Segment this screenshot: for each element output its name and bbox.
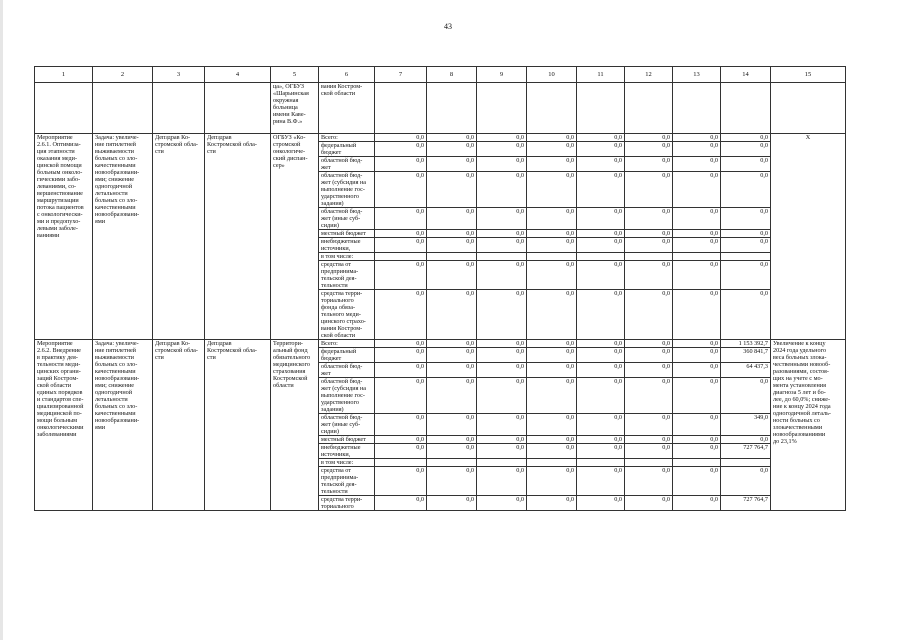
funding-value: 0,0 xyxy=(477,230,527,238)
cell-empty xyxy=(375,83,427,134)
funding-value: 0,0 xyxy=(477,238,527,253)
funding-value: 0,0 xyxy=(375,467,427,496)
funding-value: 0,0 xyxy=(527,467,577,496)
column-header: 11 xyxy=(577,67,625,83)
column-header: 4 xyxy=(205,67,271,83)
funding-source: внебюджетные источники, xyxy=(319,238,375,253)
funding-value: 0,0 xyxy=(673,208,721,230)
funding-value: 0,0 xyxy=(625,340,673,348)
funding-value: 0,0 xyxy=(375,496,427,511)
funding-value: 0,0 xyxy=(721,142,771,157)
funding-value: 0,0 xyxy=(577,142,625,157)
funding-value: 0,0 xyxy=(577,261,625,290)
funding-value: 0,0 xyxy=(477,496,527,511)
funding-value: 0,0 xyxy=(477,208,527,230)
funding-value: 0,0 xyxy=(673,230,721,238)
funding-value: 0,0 xyxy=(625,436,673,444)
funding-value: 0,0 xyxy=(375,172,427,208)
funding-value xyxy=(527,459,577,467)
funding-value: 0,0 xyxy=(673,157,721,172)
funding-value xyxy=(577,253,625,261)
funding-source: областной бюд- жет (субсидия на выполнение гос- ударственного задания) xyxy=(319,378,375,414)
funding-value: 0,0 xyxy=(527,208,577,230)
responsible-executor: Депздрав Ко- стромской обла- сти xyxy=(153,340,205,511)
funding-value: 0,0 xyxy=(625,496,673,511)
funding-value: 0,0 xyxy=(673,134,721,142)
cell-empty xyxy=(205,83,271,134)
cell-empty xyxy=(35,83,93,134)
funding-value xyxy=(625,253,673,261)
funding-value: 0,0 xyxy=(427,340,477,348)
funding-source: областной бюд- жет (субсидия на выполнение гос- ударственного задания) xyxy=(319,172,375,208)
cell-empty xyxy=(771,83,846,134)
funding-value: 0,0 xyxy=(427,238,477,253)
funding-value xyxy=(375,459,427,467)
funding-value: 0,0 xyxy=(527,348,577,363)
funding-value: 0,0 xyxy=(477,157,527,172)
measure-executor: Территори- альный фонд обязательного медицинского страхования Костромской области xyxy=(271,340,319,511)
funding-source: средства от предпринима- тельской дея- тельности xyxy=(319,467,375,496)
funding-value: 0,0 xyxy=(721,467,771,496)
funding-value: 0,0 xyxy=(673,340,721,348)
funding-value: 0,0 xyxy=(625,208,673,230)
funding-value: 0,0 xyxy=(721,436,771,444)
funding-value: 0,0 xyxy=(577,444,625,459)
funding-value: 0,0 xyxy=(527,157,577,172)
funding-value: 0,0 xyxy=(577,157,625,172)
measure-name: Мероприятие 2.6.1. Оптимиза- ция этапности оказания меди- цинской помощи больным онколо- гическими забо- леваниями, со- вершенствование маршрутизации потока пациентов с онкологически- ми и предопухо- левыми заболе- ваниями xyxy=(35,134,93,340)
funding-value: 0,0 xyxy=(527,238,577,253)
funding-value: 0,0 xyxy=(577,414,625,436)
funding-value: 0,0 xyxy=(625,134,673,142)
funding-value: 64 437,3 xyxy=(721,363,771,378)
funding-value: 0,0 xyxy=(477,436,527,444)
funding-value: 0,0 xyxy=(625,467,673,496)
funding-value: 0,0 xyxy=(625,363,673,378)
funding-value: 0,0 xyxy=(527,378,577,414)
funding-value: 0,0 xyxy=(375,208,427,230)
funding-value: 0,0 xyxy=(577,348,625,363)
continuation-executor: ца», ОГБУЗ «Шарьинская окружная больница имени Каве- рина В.Ф.» xyxy=(271,83,319,134)
funding-value: 0,0 xyxy=(375,363,427,378)
funding-value: 0,0 xyxy=(625,414,673,436)
funding-value: 0,0 xyxy=(527,444,577,459)
funding-value: 0,0 xyxy=(673,496,721,511)
funding-value: 0,0 xyxy=(673,172,721,208)
column-header: 10 xyxy=(527,67,577,83)
funding-value xyxy=(527,253,577,261)
measure-executor: ОГБУЗ «Ко- стромской онкологиче- ский диспан- сер» xyxy=(271,134,319,340)
funding-value: 0,0 xyxy=(625,378,673,414)
funding-value: 0,0 xyxy=(527,172,577,208)
state-customer: Депздрав Костромской обла- сти xyxy=(205,134,271,340)
funding-value: 0,0 xyxy=(375,157,427,172)
funding-value: 0,0 xyxy=(477,467,527,496)
funding-value: 0,0 xyxy=(477,444,527,459)
funding-value xyxy=(427,459,477,467)
column-header: 13 xyxy=(673,67,721,83)
funding-value: 0,0 xyxy=(527,230,577,238)
column-header: 12 xyxy=(625,67,673,83)
expected-result: X xyxy=(771,134,846,340)
funding-value: 0,0 xyxy=(577,230,625,238)
funding-value: 0,0 xyxy=(721,172,771,208)
cell-empty xyxy=(93,83,153,134)
funding-value: 0,0 xyxy=(427,378,477,414)
funding-value: 0,0 xyxy=(527,496,577,511)
scan-edge xyxy=(0,0,3,640)
funding-value: 0,0 xyxy=(477,134,527,142)
funding-value: 0,0 xyxy=(577,467,625,496)
funding-source: в том числе: xyxy=(319,253,375,261)
funding-value: 0,0 xyxy=(577,496,625,511)
header-row xyxy=(35,67,846,83)
funding-value: 0,0 xyxy=(427,290,477,340)
funding-value: 0,0 xyxy=(577,238,625,253)
funding-value: 0,0 xyxy=(625,348,673,363)
funding-source: областной бюд- жет (иные суб- сидии) xyxy=(319,208,375,230)
funding-value: 0,0 xyxy=(577,208,625,230)
funding-value xyxy=(625,459,673,467)
funding-value: 0,0 xyxy=(527,134,577,142)
funding-value: 0,0 xyxy=(527,142,577,157)
funding-value: 0,0 xyxy=(673,238,721,253)
funding-value: 0,0 xyxy=(625,290,673,340)
funding-value xyxy=(673,253,721,261)
funding-value: 727 764,7 xyxy=(721,496,771,511)
funding-value: 0,0 xyxy=(375,444,427,459)
funding-value: 0,0 xyxy=(721,378,771,414)
funding-value: 0,0 xyxy=(721,157,771,172)
funding-value: 0,0 xyxy=(375,230,427,238)
funding-value: 0,0 xyxy=(477,290,527,340)
column-header: 9 xyxy=(477,67,527,83)
column-header: 5 xyxy=(271,67,319,83)
funding-value: 0,0 xyxy=(375,348,427,363)
funding-value: 727 764,7 xyxy=(721,444,771,459)
funding-value: 0,0 xyxy=(375,134,427,142)
funding-value: 0,0 xyxy=(427,172,477,208)
funding-source: областной бюд- жет xyxy=(319,363,375,378)
funding-value: 0,0 xyxy=(477,172,527,208)
funding-source: областной бюд- жет (иные суб- сидии) xyxy=(319,414,375,436)
funding-source: областной бюд- жет xyxy=(319,157,375,172)
funding-value: 0,0 xyxy=(577,134,625,142)
funding-value: 0,0 xyxy=(673,436,721,444)
funding-value: 0,0 xyxy=(673,444,721,459)
funding-value: 0,0 xyxy=(375,340,427,348)
funding-value: 0,0 xyxy=(375,436,427,444)
funding-value: 0,0 xyxy=(625,157,673,172)
funding-value: 0,0 xyxy=(477,261,527,290)
funding-value: 0,0 xyxy=(721,208,771,230)
funding-value: 0,0 xyxy=(477,142,527,157)
funding-source: федеральный бюджет xyxy=(319,142,375,157)
funding-value: 0,0 xyxy=(527,363,577,378)
funding-value: 0,0 xyxy=(527,414,577,436)
funding-source: средства терри- ториального фонда обяза- тельного меди- цинского страхо- вания Костром- ской области xyxy=(319,290,375,340)
funding-value xyxy=(427,253,477,261)
column-header: 8 xyxy=(427,67,477,83)
funding-value: 0,0 xyxy=(527,261,577,290)
funding-value: 0,0 xyxy=(477,378,527,414)
funding-value: 0,0 xyxy=(427,467,477,496)
funding-value: 0,0 xyxy=(427,363,477,378)
funding-value xyxy=(477,253,527,261)
column-header: 3 xyxy=(153,67,205,83)
funding-value: 0,0 xyxy=(427,348,477,363)
measure-task: Задача: увеличе- ние пятилетней выживаемости больных со зло- качественными новообразовани- ями; снижение одногодичной летальности больных со зло- качественными новообразовани- ями xyxy=(93,134,153,340)
funding-value: 0,0 xyxy=(625,261,673,290)
page-number: 43 xyxy=(444,22,452,31)
funding-value xyxy=(673,459,721,467)
funding-value: 0,0 xyxy=(375,290,427,340)
cell-empty xyxy=(721,83,771,134)
funding-value: 0,0 xyxy=(673,467,721,496)
funding-value: 0,0 xyxy=(427,496,477,511)
funding-source: в том числе: xyxy=(319,459,375,467)
column-header: 7 xyxy=(375,67,427,83)
funding-value: 0,0 xyxy=(427,230,477,238)
funding-value: 349,0 xyxy=(721,414,771,436)
funding-source: средства от предпринима- тельской дея- тельности xyxy=(319,261,375,290)
cell-empty xyxy=(577,83,625,134)
funding-value: 0,0 xyxy=(625,172,673,208)
funding-value xyxy=(375,253,427,261)
column-header: 14 xyxy=(721,67,771,83)
budget-table xyxy=(34,66,846,511)
funding-value: 0,0 xyxy=(577,436,625,444)
funding-value: 0,0 xyxy=(477,340,527,348)
table-row xyxy=(35,340,846,348)
funding-value: 0,0 xyxy=(477,363,527,378)
funding-value: 360 841,7 xyxy=(721,348,771,363)
funding-value: 0,0 xyxy=(673,290,721,340)
funding-value: 0,0 xyxy=(577,363,625,378)
funding-value: 0,0 xyxy=(625,238,673,253)
responsible-executor: Депздрав Ко- стромской обла- сти xyxy=(153,134,205,340)
funding-value: 0,0 xyxy=(721,238,771,253)
column-header: 15 xyxy=(771,67,846,83)
state-customer: Депздрав Костромской обла- сти xyxy=(205,340,271,511)
funding-source: Всего: xyxy=(319,340,375,348)
funding-value: 0,0 xyxy=(375,238,427,253)
funding-value xyxy=(721,253,771,261)
cell-empty xyxy=(625,83,673,134)
funding-value xyxy=(477,459,527,467)
funding-value: 0,0 xyxy=(673,261,721,290)
funding-value: 0,0 xyxy=(673,142,721,157)
funding-value: 0,0 xyxy=(625,142,673,157)
measure-task: Задача: увеличе- ние пятилетней выживаемости больных со зло- качественными новообразовани- ями; снижение одногодичной летальности больных со зло- качественными новообразовани- ями xyxy=(93,340,153,511)
funding-value: 0,0 xyxy=(477,348,527,363)
cell-empty xyxy=(477,83,527,134)
funding-source: местный бюджет xyxy=(319,436,375,444)
funding-value: 0,0 xyxy=(427,261,477,290)
continuation-source: вания Костром- ской области xyxy=(319,83,375,134)
funding-value: 0,0 xyxy=(625,230,673,238)
funding-value xyxy=(721,459,771,467)
funding-value: 0,0 xyxy=(577,172,625,208)
funding-value: 0,0 xyxy=(721,230,771,238)
funding-value: 0,0 xyxy=(427,208,477,230)
funding-value: 0,0 xyxy=(477,414,527,436)
funding-value: 0,0 xyxy=(721,261,771,290)
funding-value: 0,0 xyxy=(527,340,577,348)
funding-source: внебюджетные источники, xyxy=(319,444,375,459)
funding-value: 0,0 xyxy=(375,378,427,414)
funding-value: 0,0 xyxy=(577,290,625,340)
funding-value: 0,0 xyxy=(721,290,771,340)
funding-value: 0,0 xyxy=(375,261,427,290)
funding-value: 0,0 xyxy=(427,414,477,436)
funding-value: 0,0 xyxy=(673,378,721,414)
funding-value: 0,0 xyxy=(427,436,477,444)
column-header: 6 xyxy=(319,67,375,83)
funding-value: 0,0 xyxy=(673,414,721,436)
continuation-row xyxy=(35,83,846,134)
funding-value: 0,0 xyxy=(375,414,427,436)
cell-empty xyxy=(427,83,477,134)
funding-value: 0,0 xyxy=(625,444,673,459)
funding-value: 0,0 xyxy=(427,444,477,459)
funding-value: 0,0 xyxy=(577,340,625,348)
cell-empty xyxy=(673,83,721,134)
funding-source: местный бюджет xyxy=(319,230,375,238)
funding-value: 0,0 xyxy=(673,348,721,363)
funding-source: средства терри- ториального xyxy=(319,496,375,511)
funding-value: 0,0 xyxy=(527,436,577,444)
funding-value: 0,0 xyxy=(427,157,477,172)
funding-value: 0,0 xyxy=(673,363,721,378)
funding-value: 0,0 xyxy=(527,290,577,340)
funding-source: федеральный бюджет xyxy=(319,348,375,363)
cell-empty xyxy=(153,83,205,134)
funding-source: Всего: xyxy=(319,134,375,142)
funding-value: 0,0 xyxy=(427,142,477,157)
measure-name: Мероприятие 2.6.2. Внедрение в практику дея- тельности меди- цинских органи- заций Костром- ской области единых порядков и стандартов спе- циализированной медицинской по- мощи больным онкологическими заболеваниями xyxy=(35,340,93,511)
funding-value xyxy=(577,459,625,467)
funding-value: 0,0 xyxy=(721,134,771,142)
funding-value: 0,0 xyxy=(577,378,625,414)
funding-value: 1 153 392,7 xyxy=(721,340,771,348)
cell-empty xyxy=(527,83,577,134)
expected-result: Увеличение к концу 2024 года удельного веса больных злока- чественными новооб- разованиями, состоя- щих на учете с мо- мента установления диагноза 5 лет и бо- лее, до 60,0%; сниже- ние к концу 2024 года одногодичной леталь- ности больных со злокачественными новообразованиями до 23,1% xyxy=(771,340,846,511)
funding-value: 0,0 xyxy=(375,142,427,157)
funding-value: 0,0 xyxy=(427,134,477,142)
table-row xyxy=(35,134,846,142)
column-header: 1 xyxy=(35,67,93,83)
column-header: 2 xyxy=(93,67,153,83)
